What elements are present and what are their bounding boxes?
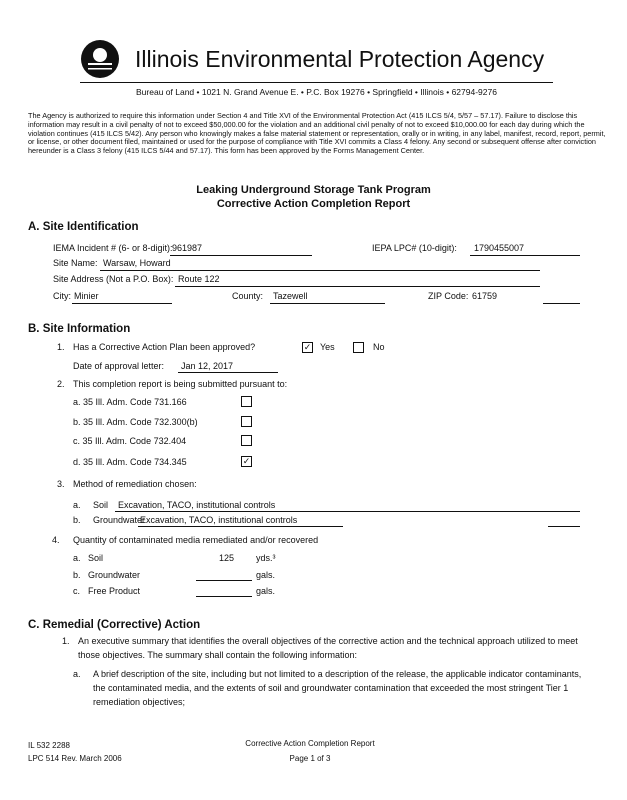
ca-text: A brief description of the site, including but not limited to a description of the release, the applicable indicator contaminants, the contaminated media, and the extents of soil and groundwater contamination that exceeded the most stringent Tier 1 remediation objectives;: [93, 669, 582, 707]
free-product-unit: gals.: [256, 586, 276, 596]
gw-method-field[interactable]: Excavation, TACO, institutional controls: [140, 515, 298, 525]
zip-label: ZIP Code:: [428, 291, 469, 301]
incident-field[interactable]: 961987: [172, 243, 203, 253]
header-divider: [80, 82, 553, 83]
city-underline: [72, 303, 172, 304]
footer-title: Corrective Action Completion Report: [245, 739, 375, 748]
option-letter: a.: [73, 397, 81, 407]
q2-text: This completion report is being submitted pursuant to:: [73, 379, 288, 389]
option-text: 35 Ill. Adm. Code 732.300(b): [83, 417, 198, 427]
section-a-heading: A. Site Identification: [28, 221, 139, 233]
groundwater-quantity-field[interactable]: [196, 580, 252, 581]
soil-unit: yds.³: [256, 553, 276, 563]
gw-underline-end: [548, 526, 580, 527]
address-underline: [175, 286, 540, 287]
soil-quantity-field[interactable]: 125: [219, 553, 235, 563]
form-revision: LPC 514 Rev. March 2006: [28, 754, 122, 763]
gw-letter: b.: [73, 515, 81, 525]
no-label: No: [373, 342, 385, 352]
groundwater-quantity-label: Groundwater: [88, 570, 141, 580]
section-c-heading: C. Remedial (Corrective) Action: [28, 619, 201, 631]
page-number: Page 1 of 3: [289, 754, 331, 763]
lpc-label: IEPA LPC# (10-digit):: [372, 243, 457, 253]
legal-disclaimer: The Agency is authorized to require this information under Section 4 and Title XVI of the Environmental Protection Act (415 ILCS 5/4, 5/57 – 57.17). Failure to disclose this information may result in a civil penalty of not to exceed $50,000.00 for the violation and an additional civil penalty of not to exceed $10,000.00 for each day during which the violation continues (415 ILCS 5/42). Any person who knowingly makes a false material statement or representation, orally or in writing, in any label, manifest, record, report, permit, or license, or other document filed, maintained or used for the purpose of compliance with Title XVI commits a Class 4 felony. Any second or subsequent offense after conviction hereunder is a Class 3 felony (415 ILCS 5/44 and 57.17). This form has been approved by the Forms Management Center.: [28, 111, 606, 156]
option-letter: b.: [73, 417, 81, 427]
qc-letter: c.: [73, 586, 81, 596]
incident-underline: [170, 255, 312, 256]
qa-letter: a.: [73, 553, 81, 563]
code-option-d: [73, 458, 187, 467]
city-field[interactable]: Minier: [74, 291, 99, 301]
agency-name: Illinois Environmental Protection Agency: [135, 46, 545, 72]
agency-seal-logo: [80, 39, 120, 79]
code-732-404-checkbox[interactable]: [241, 435, 252, 446]
address-label: Site Address (Not a P.O. Box):: [53, 274, 174, 284]
lpc-underline: [470, 255, 580, 256]
section-b-heading: B. Site Information: [28, 323, 131, 335]
soil-quantity-label: Soil: [88, 553, 104, 563]
q1-number: 1.: [57, 342, 65, 352]
code-option-b: [73, 418, 198, 427]
cap-approved-no-checkbox[interactable]: [353, 342, 364, 353]
zip-underline: [543, 303, 580, 304]
soil-underline: [115, 511, 580, 512]
county-field[interactable]: Tazewell: [273, 291, 308, 301]
option-text: 35 Ill. Adm. Code 734.345: [83, 457, 187, 467]
qb-letter: b.: [73, 570, 81, 580]
free-product-quantity-field[interactable]: [196, 596, 252, 597]
soil-method-field[interactable]: Excavation, TACO, institutional controls: [118, 500, 276, 510]
form-code: IL 532 2288: [28, 741, 70, 750]
soil-letter: a.: [73, 500, 81, 510]
zip-field[interactable]: 61759: [472, 291, 498, 301]
county-label: County:: [232, 291, 264, 301]
free-product-label: Free Product: [88, 586, 141, 596]
option-text: 35 Ill. Adm. Code 732.404: [82, 436, 187, 446]
lpc-field[interactable]: 1790455007: [474, 243, 525, 253]
ca-letter: a.: [73, 669, 81, 679]
agency-address: Bureau of Land • 1021 N. Grand Avenue E. • P.C. Box 19276 • Springfield • Illinois • 62794-9276: [136, 87, 497, 97]
site-address-field[interactable]: Route 122: [178, 274, 220, 284]
site-name-label: Site Name:: [53, 258, 98, 268]
option-letter: d.: [73, 457, 81, 467]
approval-date-label: Date of approval letter:: [73, 361, 165, 371]
approval-date-field[interactable]: Jan 12, 2017: [181, 361, 234, 371]
cap-approved-yes-checkbox[interactable]: ✓: [303, 342, 312, 352]
yes-label: Yes: [320, 342, 335, 352]
code-option-c: [73, 437, 186, 446]
groundwater-unit: gals.: [256, 570, 276, 580]
date-underline: [178, 372, 278, 373]
code-731-checkbox[interactable]: [241, 396, 252, 407]
q4-text: Quantity of contaminated media remediated and/or recovered: [73, 535, 319, 545]
q4-number: 4.: [52, 535, 60, 545]
c1-text: An executive summary that identifies the overall objectives of the corrective action and the technical approach utilized to meet those objectives. The summary shall contain the following information:: [78, 636, 578, 660]
q3-text: Method of remediation chosen:: [73, 479, 197, 489]
q1-text: Has a Corrective Action Plan been approved?: [73, 342, 256, 352]
option-text: 35 Ill. Adm. Code 731.166: [83, 397, 187, 407]
city-label: City:: [53, 291, 71, 301]
code-734-checkbox[interactable]: ✓: [242, 456, 251, 466]
q2-number: 2.: [57, 379, 65, 389]
site-name-field[interactable]: Warsaw, Howard: [103, 258, 171, 268]
code-option-a: [73, 398, 187, 407]
c1-number: 1.: [62, 636, 70, 646]
option-letter: c.: [73, 436, 81, 446]
program-title: Leaking Underground Storage Tank Program: [196, 184, 431, 196]
site-name-underline: [100, 270, 540, 271]
code-732-300-checkbox[interactable]: [241, 416, 252, 427]
gw-method-label: Groundwater: [93, 515, 146, 525]
gw-underline: [138, 526, 343, 527]
county-underline: [270, 303, 385, 304]
report-title: Corrective Action Completion Report: [216, 198, 411, 210]
soil-method-label: Soil: [93, 500, 109, 510]
q3-number: 3.: [57, 479, 65, 489]
incident-label: IEMA Incident # (6- or 8-digit):: [53, 243, 173, 253]
